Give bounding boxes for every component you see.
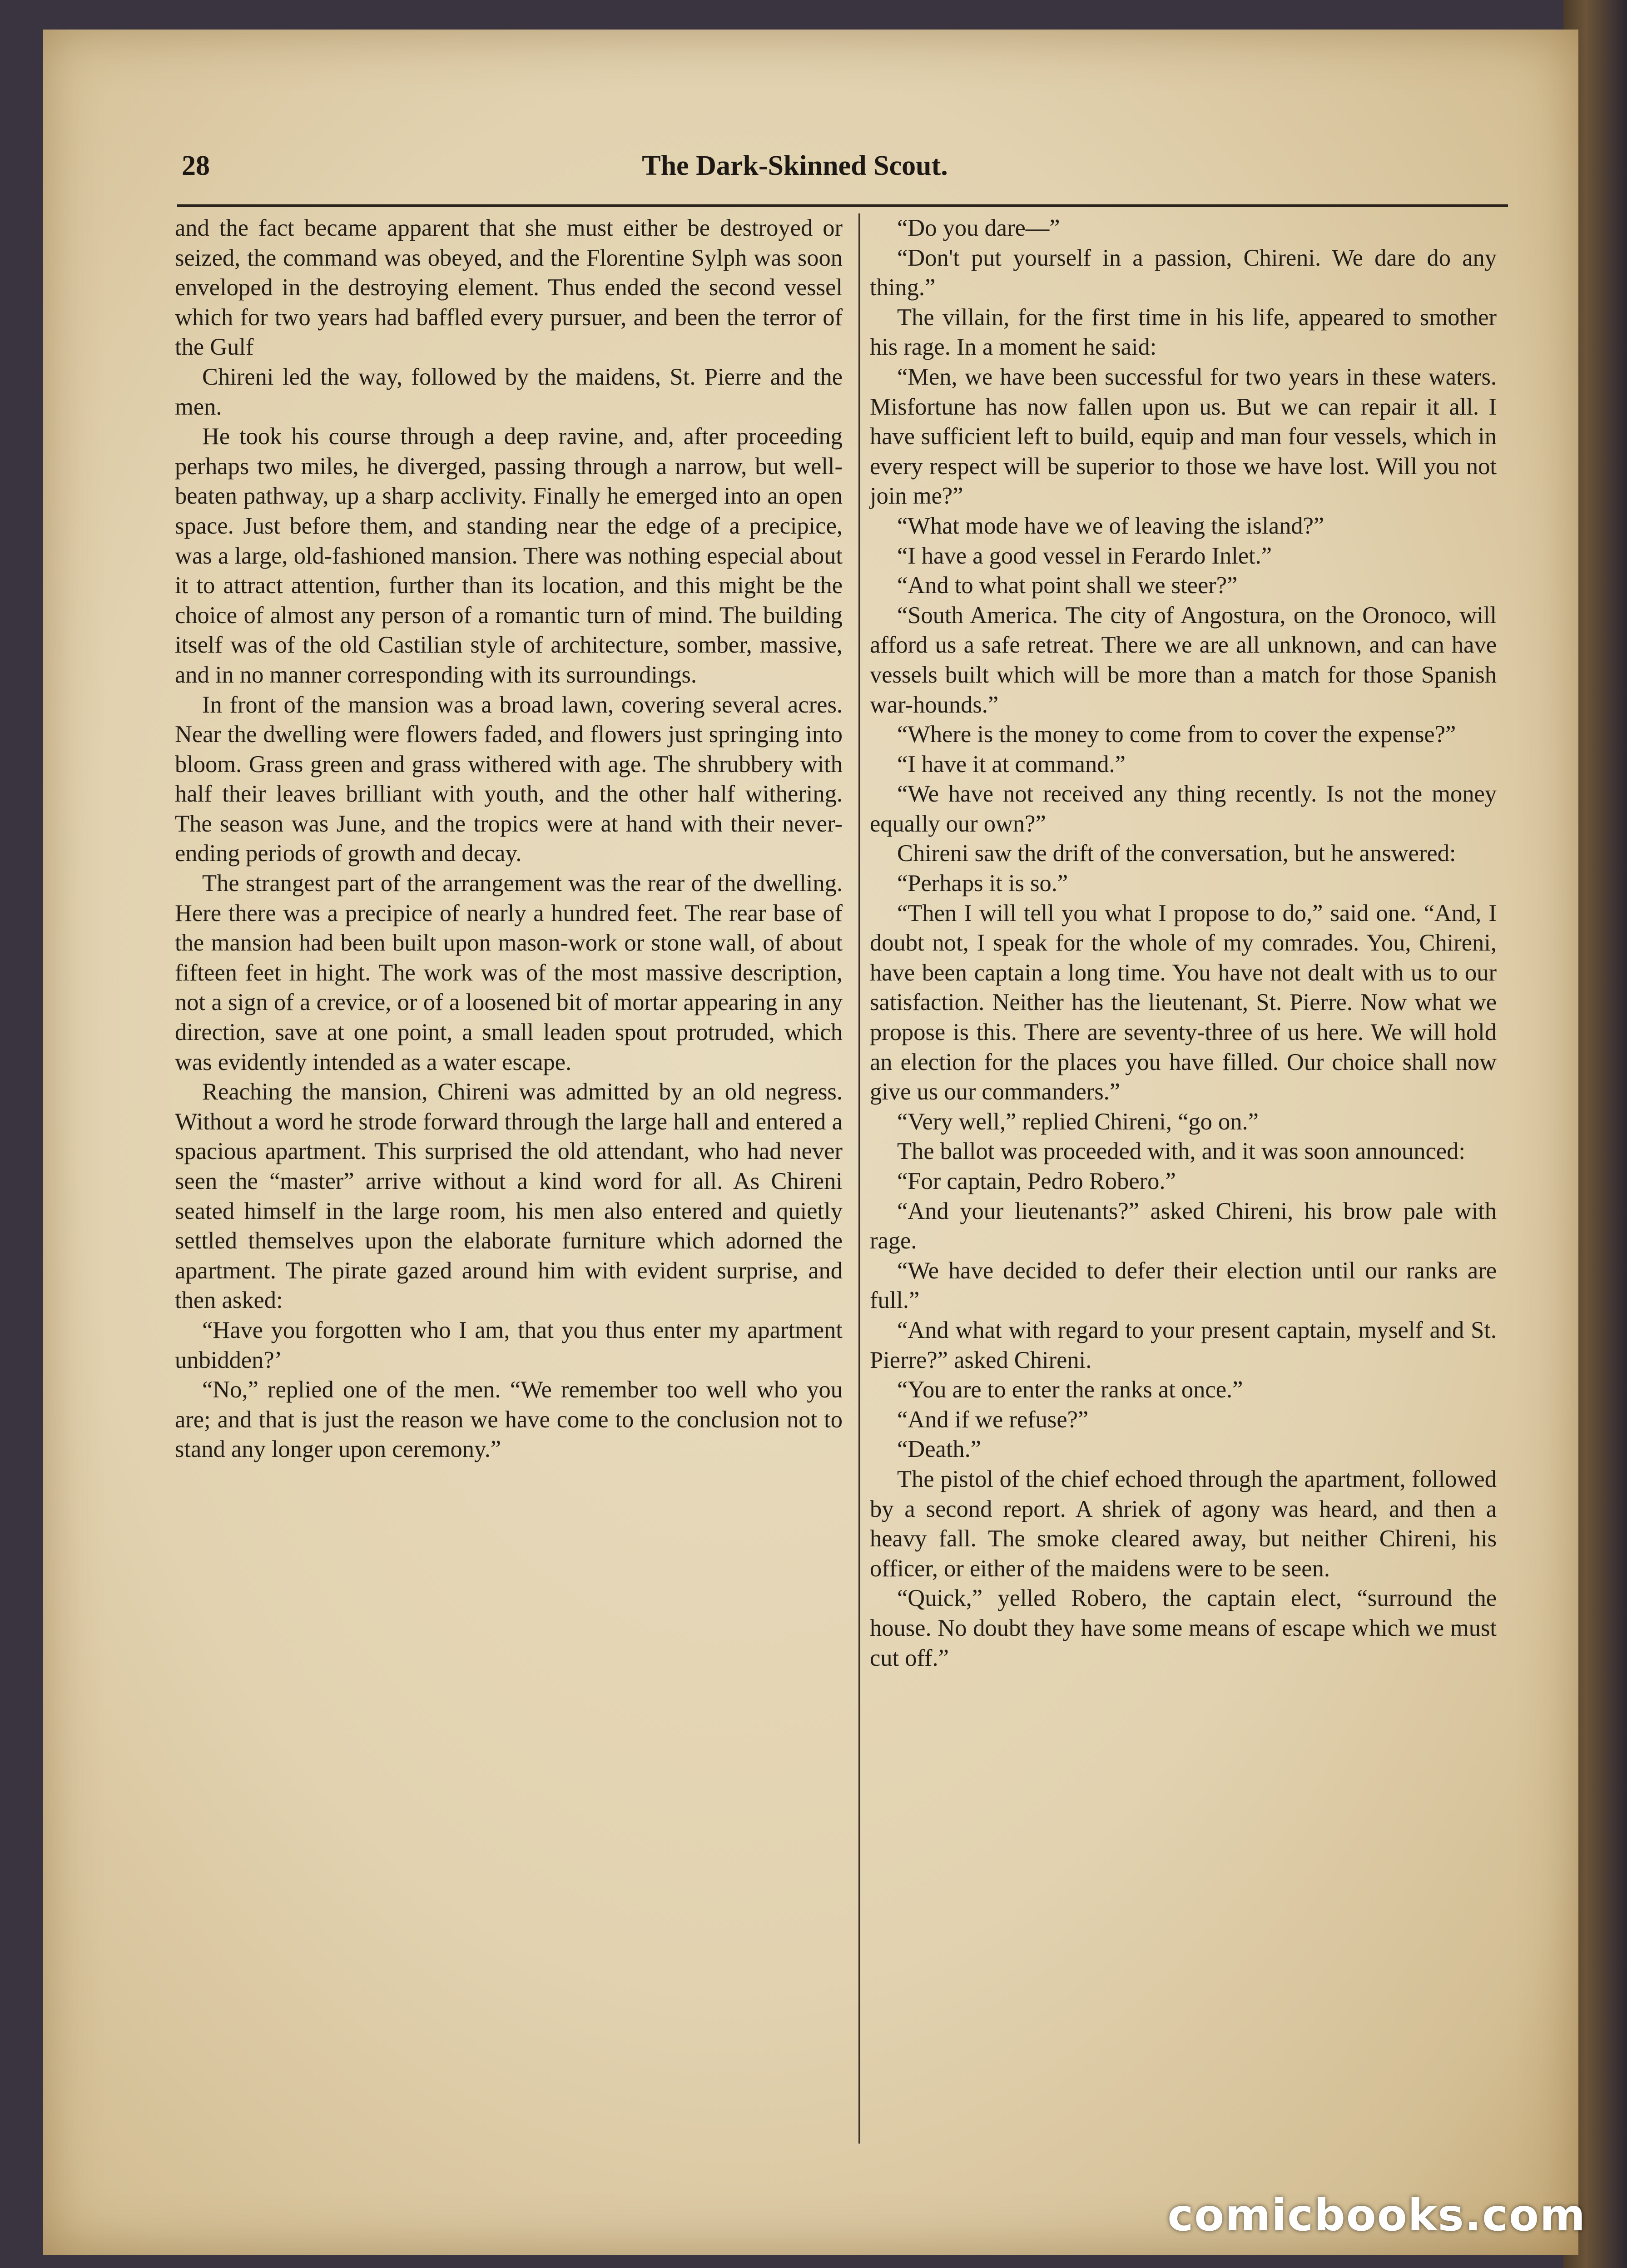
column-divider: [858, 213, 860, 2144]
paragraph: “And your lieutenants?” asked Chireni, his brow pale with rage.: [870, 1198, 1497, 1254]
paragraph: Chireni led the way, followed by the maidens, St. Pierre and the men.: [175, 363, 843, 420]
page-header: [182, 150, 1408, 204]
paragraph: “Then I will tell you what I propose to do,” said one. “And, I doubt not, I speak for the whole of my comrades. You, Chireni, have been captain a long time. You have not dealt with us to our satisfaction. Neither has the lieutenant, St. Pierre. Now what we propose is this. There are seventy-three of us here. We will hold an election for the places you have filled. Our choice shall now give us our commanders.”: [870, 900, 1497, 1105]
paragraph: “South America. The city of Angostura, on the Oronoco, will afford us a safe retreat. There we are all unknown, and can have vessels built which will be more than a match for those Spanish war-hounds.”: [870, 602, 1497, 718]
paragraph: “We have decided to defer their election until our ranks are full.”: [870, 1257, 1497, 1314]
paragraph: “And to what point shall we steer?”: [897, 572, 1238, 599]
paragraph: The villain, for the first time in his life, appeared to smother his rage. In a moment he said:: [870, 304, 1497, 361]
site-watermark: comicbooks.com: [1167, 2190, 1586, 2241]
paragraph: The pistol of the chief echoed through the apartment, followed by a second report. A shriek of agony was heard, and then a heavy fall. The smoke cleared away, but neither Chireni, his officer, or either of the maidens were to be seen.: [870, 1466, 1497, 1582]
header-rule: [177, 204, 1508, 207]
paragraph: “Very well,” replied Chireni, “go on.”: [897, 1108, 1259, 1135]
paragraph: “Men, we have been successful for two years in these waters. Misfortune has now fallen upon us. But we can repair it all. I have sufficient left to build, equip and man four vessels, which in every respect will be superior to those we have lost. Will you not join me?”: [870, 363, 1497, 510]
right-column: [870, 213, 1497, 1673]
paragraph: “I have a good vessel in Ferardo Inlet.”: [897, 542, 1272, 569]
paragraph: The ballot was proceeded with, and it was soon announced:: [897, 1138, 1465, 1165]
paragraph: “And what with regard to your present captain, myself and St. Pierre?” asked Chireni.: [870, 1317, 1497, 1373]
paragraph: Chireni saw the drift of the conversation, but he answered:: [897, 840, 1456, 867]
paragraph: “Where is the money to come from to cover the expense?”: [897, 721, 1456, 748]
paragraph: He took his course through a deep ravine, and, after proceeding perhaps two miles, he diverged, passing through a narrow, but well-beaten pathway, up a sharp acclivity. Finally he emerged into an open space. Just before them, and standing near the edge of a precipice, was a large, old-fashioned mansion. There was nothing especial about it to attract attention, further than its location, and this might be the choice of almost any person of a romantic turn of mind. The building itself was of the old Castilian style of architecture, somber, massive, and in no manner corresponding with its surroundings.: [175, 423, 843, 688]
paragraph: “Perhaps it is so.”: [897, 870, 1068, 897]
paragraph: “Have you forgotten who I am, that you thus enter my apartment unbidden?’: [175, 1317, 843, 1373]
paragraph: “Do you dare—”: [897, 215, 1060, 241]
paragraph: “Don't put yourself in a passion, Chireni. We dare do any thing.”: [870, 244, 1497, 301]
paragraph: “Quick,” yelled Robero, the captain elect, “surround the house. No doubt they have some means of escape which we must cut off.”: [870, 1585, 1497, 1671]
paragraph: “And if we refuse?”: [897, 1406, 1089, 1433]
paragraph: “You are to enter the ranks at once.”: [897, 1377, 1243, 1403]
running-title: The Dark-Skinned Scout.: [642, 150, 948, 181]
paragraph: “We have not received any thing recently. Is not the money equally our own?”: [870, 781, 1497, 837]
paragraph: Reaching the mansion, Chireni was admitted by an old negress. Without a word he strode forward through the large hall and entered a spacious apartment. This surprised the old attendant, who had never seen the “master” arrive without a kind word for all. As Chireni seated himself in the large room, his men also entered and quietly settled themselves upon the elaborate furniture which adorned the apartment. The pirate gazed around him with evident surprise, and then asked:: [175, 1079, 843, 1314]
paragraph: In front of the mansion was a broad lawn, covering several acres. Near the dwelling were flowers faded, and flowers just springing into bloom. Grass green and grass withered with age. The shrubbery with half their leaves brilliant with youth, and the other half withering. The season was June, and the tropics were at hand with their never-ending periods of growth and decay.: [175, 691, 843, 867]
paragraph: The strangest part of the arrangement was the rear of the dwelling. Here there was a precipice of nearly a hundred feet. The rear base of the mansion had been built upon mason-work or stone wall, of about fifteen feet in hight. The work was of the most massive description, not a sign of a crevice, or of a loosened bit of mortar appearing in any direction, save at one point, a small leaden spout protruded, which was evidently intended as a water escape.: [175, 870, 843, 1075]
paragraph: “Death.”: [897, 1436, 982, 1463]
paragraph: “I have it at command.”: [897, 751, 1126, 777]
page-number: 28: [182, 150, 210, 181]
left-column: [175, 213, 843, 1465]
paragraph: “No,” replied one of the men. “We remember too well who you are; and that is just the reason we have come to the conclusion not to stand any longer upon ceremony.”: [175, 1377, 843, 1463]
paragraph: and the fact became apparent that she must either be destroyed or seized, the command was obeyed, and the Florentine Sylph was soon enveloped in the destroying element. Thus ended the second vessel which for two years had baffled every pursuer, and been the terror of the Gulf: [175, 215, 843, 361]
paragraph: “What mode have we of leaving the island?”: [897, 512, 1324, 539]
paragraph: “For captain, Pedro Robero.”: [897, 1168, 1176, 1194]
